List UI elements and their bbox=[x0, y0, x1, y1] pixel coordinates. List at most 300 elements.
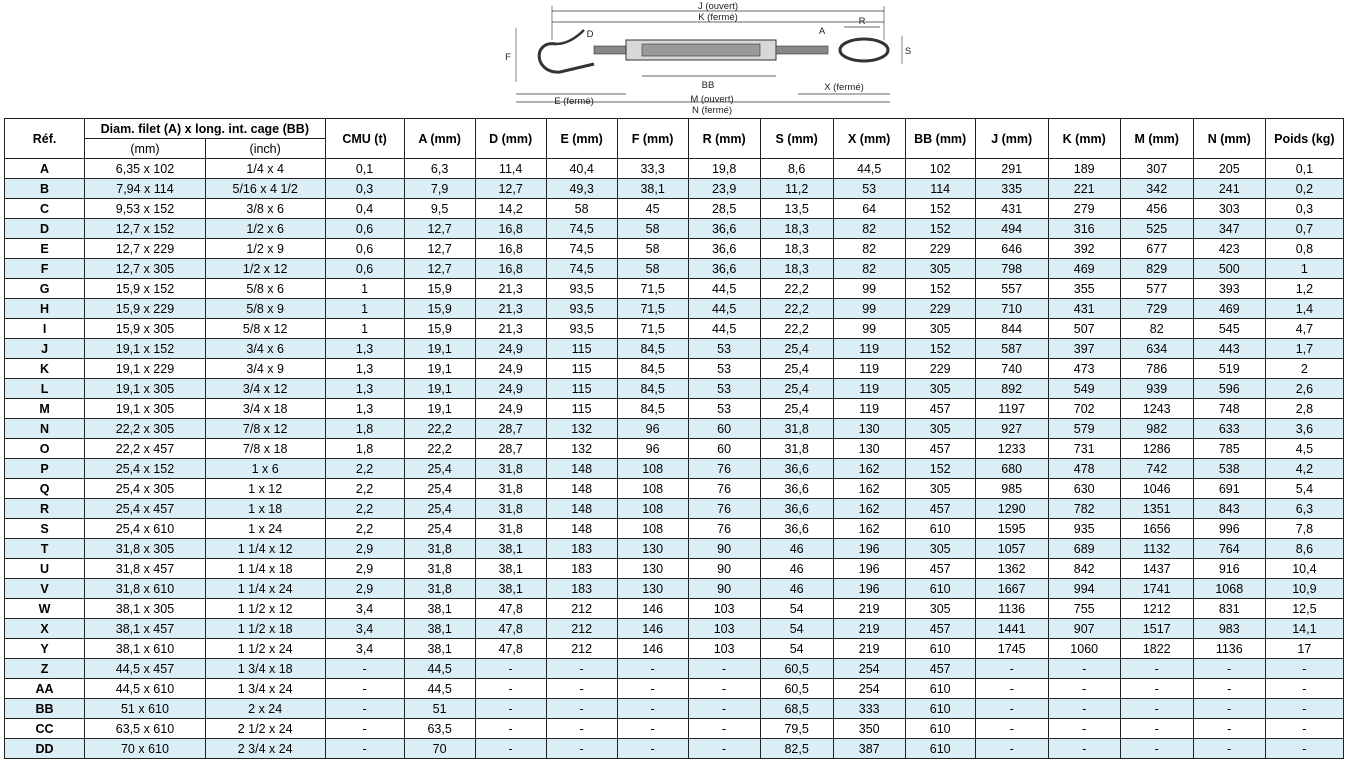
table-cell: - bbox=[475, 659, 546, 679]
table-cell: 12,7 bbox=[404, 219, 475, 239]
table-cell: 84,5 bbox=[617, 339, 688, 359]
table-cell: 10,9 bbox=[1265, 579, 1343, 599]
table-cell: 25,4 bbox=[760, 399, 833, 419]
table-cell: 786 bbox=[1120, 359, 1193, 379]
table-cell: 1437 bbox=[1120, 559, 1193, 579]
table-cell: 1/2 x 12 bbox=[205, 259, 325, 279]
table-cell: 196 bbox=[833, 539, 905, 559]
table-cell: - bbox=[475, 739, 546, 759]
table-cell: 58 bbox=[617, 239, 688, 259]
table-cell: 587 bbox=[975, 339, 1048, 359]
table-cell: 108 bbox=[617, 519, 688, 539]
table-cell: 152 bbox=[905, 199, 975, 219]
table-cell: 0,2 bbox=[1265, 179, 1343, 199]
table-cell: 10,4 bbox=[1265, 559, 1343, 579]
table-cell: 71,5 bbox=[617, 299, 688, 319]
table-row bbox=[5, 459, 1344, 479]
header-diam-group: Diam. filet (A) x long. int. cage (BB) bbox=[85, 119, 325, 139]
table-cell: - bbox=[325, 679, 404, 699]
row-ref-cell: S bbox=[5, 519, 85, 539]
table-cell: 1/2 x 6 bbox=[205, 219, 325, 239]
header-f: F (mm) bbox=[617, 119, 688, 159]
table-cell: - bbox=[546, 719, 617, 739]
table-cell: 5/16 x 4 1/2 bbox=[205, 179, 325, 199]
table-cell: 347 bbox=[1193, 219, 1265, 239]
table-row bbox=[5, 599, 1344, 619]
table-cell: 148 bbox=[546, 459, 617, 479]
table-cell: 305 bbox=[905, 379, 975, 399]
table-row bbox=[5, 159, 1344, 179]
row-ref-cell: N bbox=[5, 419, 85, 439]
table-cell: 46 bbox=[760, 539, 833, 559]
table-cell: - bbox=[1265, 659, 1343, 679]
table-cell: 115 bbox=[546, 379, 617, 399]
table-cell: - bbox=[617, 659, 688, 679]
table-cell: 212 bbox=[546, 639, 617, 659]
table-cell: - bbox=[975, 679, 1048, 699]
table-cell: 1 1/4 x 12 bbox=[205, 539, 325, 559]
header-cmu: CMU (t) bbox=[325, 119, 404, 159]
table-cell: 0,1 bbox=[325, 159, 404, 179]
table-cell: 28,7 bbox=[475, 419, 546, 439]
table-cell: 596 bbox=[1193, 379, 1265, 399]
table-cell: 11,2 bbox=[760, 179, 833, 199]
table-row bbox=[5, 579, 1344, 599]
table-cell: 1,3 bbox=[325, 379, 404, 399]
table-cell: 90 bbox=[688, 579, 760, 599]
table-cell: - bbox=[1048, 679, 1120, 699]
table-cell: 254 bbox=[833, 659, 905, 679]
table-cell: 12,7 bbox=[404, 259, 475, 279]
row-ref-cell: Z bbox=[5, 659, 85, 679]
table-cell: 1 1/2 x 18 bbox=[205, 619, 325, 639]
table-cell: 9,5 bbox=[404, 199, 475, 219]
table-cell: 610 bbox=[905, 519, 975, 539]
table-cell: 71,5 bbox=[617, 319, 688, 339]
table-cell: 1 1/2 x 12 bbox=[205, 599, 325, 619]
table-cell: 6,3 bbox=[404, 159, 475, 179]
table-row bbox=[5, 239, 1344, 259]
row-ref-cell: R bbox=[5, 499, 85, 519]
table-cell: 2,6 bbox=[1265, 379, 1343, 399]
label-a: A bbox=[818, 26, 826, 37]
table-body bbox=[5, 159, 1344, 759]
right-eye-shape bbox=[840, 39, 888, 61]
table-cell: 935 bbox=[1048, 519, 1120, 539]
table-cell: 63,5 bbox=[404, 719, 475, 739]
table-cell: 148 bbox=[546, 499, 617, 519]
table-cell: 84,5 bbox=[617, 379, 688, 399]
table-cell: 148 bbox=[546, 479, 617, 499]
table-cell: 1441 bbox=[975, 619, 1048, 639]
row-ref-cell: Q bbox=[5, 479, 85, 499]
table-cell: 500 bbox=[1193, 259, 1265, 279]
table-row bbox=[5, 699, 1344, 719]
table-cell: 469 bbox=[1048, 259, 1120, 279]
table-cell: 1136 bbox=[1193, 639, 1265, 659]
header-mm-sub: (mm) bbox=[85, 139, 206, 159]
table-cell: 54 bbox=[760, 619, 833, 639]
table-cell: 84,5 bbox=[617, 399, 688, 419]
table-cell: 6,35 x 102 bbox=[85, 159, 206, 179]
table-cell: 610 bbox=[905, 639, 975, 659]
table-cell: 19,1 x 305 bbox=[85, 399, 206, 419]
table-cell: 15,9 bbox=[404, 279, 475, 299]
row-ref-cell: G bbox=[5, 279, 85, 299]
table-cell: 96 bbox=[617, 439, 688, 459]
table-cell: 4,2 bbox=[1265, 459, 1343, 479]
label-m-ouvert: M (ouvert) bbox=[690, 94, 734, 105]
table-cell: 115 bbox=[546, 339, 617, 359]
table-row bbox=[5, 539, 1344, 559]
table-row bbox=[5, 439, 1344, 459]
table-cell: 146 bbox=[617, 599, 688, 619]
table-cell: 22,2 x 457 bbox=[85, 439, 206, 459]
table-cell: 22,2 bbox=[760, 319, 833, 339]
row-ref-cell: DD bbox=[5, 739, 85, 759]
table-cell: 82 bbox=[833, 259, 905, 279]
table-cell: 90 bbox=[688, 539, 760, 559]
table-cell: 44,5 bbox=[688, 279, 760, 299]
table-cell: 38,1 x 610 bbox=[85, 639, 206, 659]
row-ref-cell: Y bbox=[5, 639, 85, 659]
table-cell: - bbox=[975, 659, 1048, 679]
row-ref-cell: U bbox=[5, 559, 85, 579]
table-cell: 610 bbox=[905, 739, 975, 759]
table-cell: 162 bbox=[833, 459, 905, 479]
table-cell: 36,6 bbox=[760, 499, 833, 519]
table-row bbox=[5, 519, 1344, 539]
table-cell: 19,1 bbox=[404, 379, 475, 399]
table-cell: 76 bbox=[688, 459, 760, 479]
table-cell: 31,8 bbox=[760, 439, 833, 459]
table-cell: 15,9 x 152 bbox=[85, 279, 206, 299]
table-cell: 3/4 x 18 bbox=[205, 399, 325, 419]
table-cell: 102 bbox=[905, 159, 975, 179]
table-row bbox=[5, 339, 1344, 359]
table-cell: 702 bbox=[1048, 399, 1120, 419]
table-cell: 219 bbox=[833, 639, 905, 659]
table-cell: 1362 bbox=[975, 559, 1048, 579]
table-row bbox=[5, 659, 1344, 679]
table-row bbox=[5, 499, 1344, 519]
row-ref-cell: P bbox=[5, 459, 85, 479]
table-cell: 212 bbox=[546, 619, 617, 639]
table-cell: 130 bbox=[833, 439, 905, 459]
table-cell: 342 bbox=[1120, 179, 1193, 199]
table-cell: 2,8 bbox=[1265, 399, 1343, 419]
table-cell: 162 bbox=[833, 499, 905, 519]
table-cell: 1068 bbox=[1193, 579, 1265, 599]
table-cell: 60,5 bbox=[760, 679, 833, 699]
table-cell: 798 bbox=[975, 259, 1048, 279]
table-cell: 457 bbox=[905, 499, 975, 519]
table-cell: 25,4 bbox=[760, 359, 833, 379]
table-cell: 60 bbox=[688, 439, 760, 459]
turnbuckle-diagram bbox=[498, 0, 918, 118]
table-cell: 634 bbox=[1120, 339, 1193, 359]
table-cell: 279 bbox=[1048, 199, 1120, 219]
table-cell: 335 bbox=[975, 179, 1048, 199]
table-cell: 70 x 610 bbox=[85, 739, 206, 759]
table-cell: 5/8 x 9 bbox=[205, 299, 325, 319]
table-cell: 0,1 bbox=[1265, 159, 1343, 179]
label-k-ferme: K (fermé) bbox=[698, 12, 738, 23]
table-cell: 303 bbox=[1193, 199, 1265, 219]
table-cell: 1,8 bbox=[325, 419, 404, 439]
table-cell: 74,5 bbox=[546, 239, 617, 259]
table-cell: 305 bbox=[905, 319, 975, 339]
table-cell: 17 bbox=[1265, 639, 1343, 659]
table-cell: 212 bbox=[546, 599, 617, 619]
table-cell: 53 bbox=[688, 339, 760, 359]
table-row bbox=[5, 719, 1344, 739]
table-cell: 11,4 bbox=[475, 159, 546, 179]
table-cell: - bbox=[617, 719, 688, 739]
table-cell: 12,5 bbox=[1265, 599, 1343, 619]
table-cell: 579 bbox=[1048, 419, 1120, 439]
table-cell: 58 bbox=[617, 219, 688, 239]
table-cell: 1,3 bbox=[325, 359, 404, 379]
table-cell: 196 bbox=[833, 579, 905, 599]
table-cell: - bbox=[1265, 719, 1343, 739]
table-cell: 431 bbox=[975, 199, 1048, 219]
table-cell: 25,4 bbox=[404, 499, 475, 519]
table-cell: 2,9 bbox=[325, 559, 404, 579]
table-cell: 829 bbox=[1120, 259, 1193, 279]
label-r: R bbox=[858, 16, 866, 27]
table-cell: 53 bbox=[688, 379, 760, 399]
table-cell: - bbox=[617, 679, 688, 699]
table-cell: 14,2 bbox=[475, 199, 546, 219]
table-cell: - bbox=[1120, 699, 1193, 719]
table-cell: - bbox=[688, 719, 760, 739]
table-cell: 12,7 x 229 bbox=[85, 239, 206, 259]
table-cell: 19,1 bbox=[404, 359, 475, 379]
table-cell: 1 bbox=[325, 279, 404, 299]
table-cell: 18,3 bbox=[760, 259, 833, 279]
table-row bbox=[5, 479, 1344, 499]
table-cell: 577 bbox=[1120, 279, 1193, 299]
table-cell: 119 bbox=[833, 399, 905, 419]
table-cell: 842 bbox=[1048, 559, 1120, 579]
row-ref-cell: E bbox=[5, 239, 85, 259]
table-cell: 108 bbox=[617, 479, 688, 499]
table-cell: 1,4 bbox=[1265, 299, 1343, 319]
table-cell: 4,5 bbox=[1265, 439, 1343, 459]
table-cell: 16,8 bbox=[475, 239, 546, 259]
table-cell: 3,6 bbox=[1265, 419, 1343, 439]
table-cell: - bbox=[475, 719, 546, 739]
table-cell: - bbox=[475, 679, 546, 699]
table-cell: - bbox=[688, 659, 760, 679]
table-cell: 132 bbox=[546, 419, 617, 439]
table-cell: 130 bbox=[617, 539, 688, 559]
table-cell: 3/8 x 6 bbox=[205, 199, 325, 219]
table-row bbox=[5, 419, 1344, 439]
table-cell: 782 bbox=[1048, 499, 1120, 519]
header-s: S (mm) bbox=[760, 119, 833, 159]
table-cell: 38,1 bbox=[475, 539, 546, 559]
table-cell: 18,3 bbox=[760, 239, 833, 259]
table-cell: 25,4 bbox=[404, 519, 475, 539]
table-cell: 1286 bbox=[1120, 439, 1193, 459]
table-cell: 76 bbox=[688, 499, 760, 519]
table-cell: 1/2 x 9 bbox=[205, 239, 325, 259]
row-ref-cell: T bbox=[5, 539, 85, 559]
table-row bbox=[5, 279, 1344, 299]
table-cell: 76 bbox=[688, 479, 760, 499]
row-ref-cell: D bbox=[5, 219, 85, 239]
table-cell: 93,5 bbox=[546, 279, 617, 299]
table-cell: 15,9 bbox=[404, 299, 475, 319]
table-cell: 19,1 x 229 bbox=[85, 359, 206, 379]
table-cell: 38,1 bbox=[475, 579, 546, 599]
table-cell: 19,8 bbox=[688, 159, 760, 179]
table-cell: - bbox=[975, 699, 1048, 719]
left-hook-shape bbox=[539, 44, 594, 72]
table-cell: 25,4 x 305 bbox=[85, 479, 206, 499]
table-cell: 1 bbox=[325, 319, 404, 339]
table-cell: 457 bbox=[905, 439, 975, 459]
table-cell: 31,8 x 457 bbox=[85, 559, 206, 579]
row-ref-cell: M bbox=[5, 399, 85, 419]
table-cell: 1667 bbox=[975, 579, 1048, 599]
label-x-ferme: X (fermé) bbox=[824, 82, 864, 93]
table-cell: 46 bbox=[760, 579, 833, 599]
table-cell: 25,4 x 610 bbox=[85, 519, 206, 539]
label-d: D bbox=[586, 29, 594, 40]
table-cell: 2 1/2 x 24 bbox=[205, 719, 325, 739]
table-cell: - bbox=[1193, 719, 1265, 739]
table-cell: 355 bbox=[1048, 279, 1120, 299]
table-cell: 443 bbox=[1193, 339, 1265, 359]
table-cell: 12,7 bbox=[475, 179, 546, 199]
table-cell: 96 bbox=[617, 419, 688, 439]
table-row bbox=[5, 319, 1344, 339]
table-cell: 53 bbox=[833, 179, 905, 199]
table-cell: 630 bbox=[1048, 479, 1120, 499]
table-cell: 1 3/4 x 18 bbox=[205, 659, 325, 679]
table-cell: 18,3 bbox=[760, 219, 833, 239]
table-cell: 28,5 bbox=[688, 199, 760, 219]
table-cell: 996 bbox=[1193, 519, 1265, 539]
table-cell: 152 bbox=[905, 279, 975, 299]
table-cell: 183 bbox=[546, 559, 617, 579]
table-cell: 36,6 bbox=[760, 459, 833, 479]
header-a: A (mm) bbox=[404, 119, 475, 159]
table-cell: 82,5 bbox=[760, 739, 833, 759]
table-cell: 5,4 bbox=[1265, 479, 1343, 499]
table-cell: 1 x 6 bbox=[205, 459, 325, 479]
table-cell: - bbox=[688, 699, 760, 719]
table-cell: 1 1/4 x 18 bbox=[205, 559, 325, 579]
table-cell: 1/4 x 4 bbox=[205, 159, 325, 179]
spec-table bbox=[4, 118, 1344, 759]
table-cell: 47,8 bbox=[475, 639, 546, 659]
table-cell: 119 bbox=[833, 379, 905, 399]
header-r: R (mm) bbox=[688, 119, 760, 159]
table-cell: 633 bbox=[1193, 419, 1265, 439]
table-cell: - bbox=[1048, 699, 1120, 719]
table-cell: 114 bbox=[905, 179, 975, 199]
table-cell: 843 bbox=[1193, 499, 1265, 519]
table-cell: 1 x 18 bbox=[205, 499, 325, 519]
row-ref-cell: BB bbox=[5, 699, 85, 719]
table-cell: 15,9 bbox=[404, 319, 475, 339]
table-cell: 31,8 bbox=[475, 499, 546, 519]
table-cell: 130 bbox=[617, 559, 688, 579]
table-cell: 12,7 x 305 bbox=[85, 259, 206, 279]
table-cell: 994 bbox=[1048, 579, 1120, 599]
table-cell: 51 x 610 bbox=[85, 699, 206, 719]
table-cell: 16,8 bbox=[475, 259, 546, 279]
table-cell: 557 bbox=[975, 279, 1048, 299]
table-cell: 12,7 x 152 bbox=[85, 219, 206, 239]
table-cell: 44,5 bbox=[688, 299, 760, 319]
table-cell: 305 bbox=[905, 259, 975, 279]
table-cell: 689 bbox=[1048, 539, 1120, 559]
table-cell: 3,4 bbox=[325, 619, 404, 639]
table-cell: 21,3 bbox=[475, 319, 546, 339]
table-cell: 103 bbox=[688, 639, 760, 659]
table-cell: 742 bbox=[1120, 459, 1193, 479]
table-cell: 0,8 bbox=[1265, 239, 1343, 259]
table-cell: 6,3 bbox=[1265, 499, 1343, 519]
row-ref-cell: A bbox=[5, 159, 85, 179]
table-cell: - bbox=[1048, 659, 1120, 679]
table-cell: 38,1 x 305 bbox=[85, 599, 206, 619]
table-cell: 68,5 bbox=[760, 699, 833, 719]
table-cell: 1132 bbox=[1120, 539, 1193, 559]
table-cell: - bbox=[1265, 739, 1343, 759]
table-cell: 1,3 bbox=[325, 399, 404, 419]
table-cell: 7,8 bbox=[1265, 519, 1343, 539]
row-ref-cell: O bbox=[5, 439, 85, 459]
table-cell: 36,6 bbox=[760, 519, 833, 539]
table-cell: - bbox=[1193, 699, 1265, 719]
table-cell: 610 bbox=[905, 679, 975, 699]
table-cell: - bbox=[688, 679, 760, 699]
table-cell: 162 bbox=[833, 479, 905, 499]
table-cell: - bbox=[975, 739, 1048, 759]
table-cell: 36,6 bbox=[688, 259, 760, 279]
table-cell: 1351 bbox=[1120, 499, 1193, 519]
table-cell: 44,5 bbox=[404, 659, 475, 679]
table-cell: 38,1 bbox=[404, 599, 475, 619]
table-row bbox=[5, 359, 1344, 379]
table-cell: 3/4 x 9 bbox=[205, 359, 325, 379]
table-row bbox=[5, 399, 1344, 419]
header-d: D (mm) bbox=[475, 119, 546, 159]
table-cell: 982 bbox=[1120, 419, 1193, 439]
table-cell: 99 bbox=[833, 299, 905, 319]
table-cell: 44,5 bbox=[688, 319, 760, 339]
table-cell: 1 x 12 bbox=[205, 479, 325, 499]
table-cell: 130 bbox=[833, 419, 905, 439]
table-cell: 1,7 bbox=[1265, 339, 1343, 359]
table-cell: 31,8 bbox=[404, 579, 475, 599]
table-cell: 610 bbox=[905, 699, 975, 719]
table-cell: 494 bbox=[975, 219, 1048, 239]
table-cell: 844 bbox=[975, 319, 1048, 339]
table-cell: 31,8 bbox=[475, 459, 546, 479]
table-cell: 2,9 bbox=[325, 579, 404, 599]
table-cell: 473 bbox=[1048, 359, 1120, 379]
table-cell: 892 bbox=[975, 379, 1048, 399]
table-cell: 764 bbox=[1193, 539, 1265, 559]
table-cell: 108 bbox=[617, 499, 688, 519]
